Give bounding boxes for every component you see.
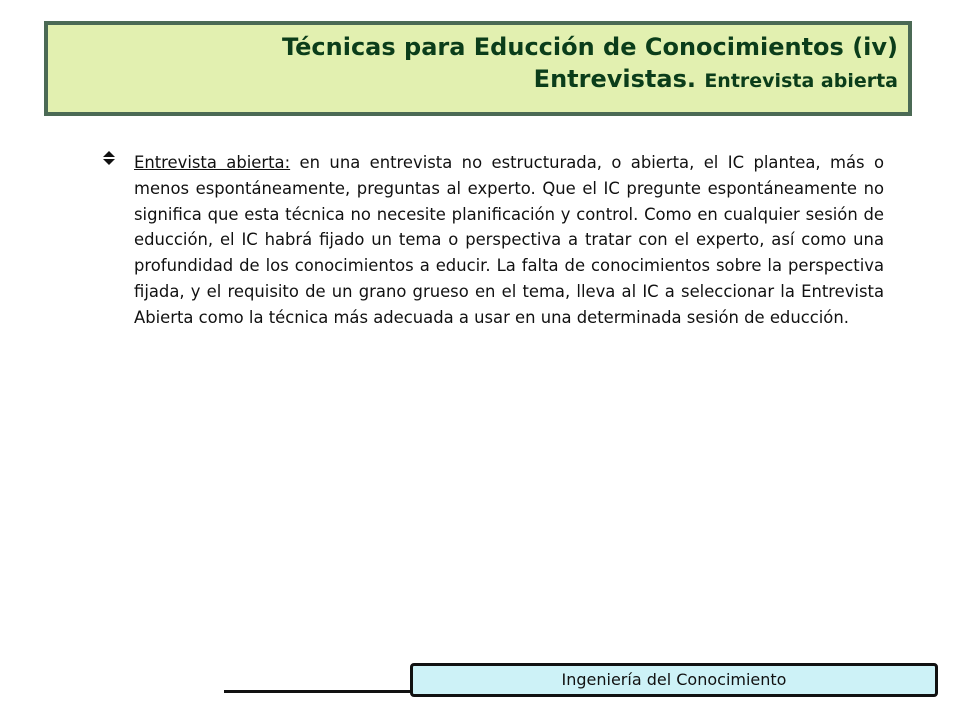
diamond-arrow-bullet-icon [101,150,117,166]
bullet-paragraph [134,150,884,331]
footer-label: Ingeniería del Conocimiento [410,663,938,697]
subtitle-main: Entrevistas. [533,65,696,93]
footer-rule [224,690,414,693]
subtitle-sub: Entrevista abierta [704,70,898,92]
slide-subtitle [48,63,898,97]
title-box [44,21,912,116]
bullet-text: en una entrevista no estructurada, o abierta, el IC plantea, más o menos espontáneamente, preguntas al experto. Que el IC pregunte espontáneamente no significa que esta técnica no necesite planificación y control. Como en cualquier sesión de educción, el IC habrá fijado un tema o perspectiva a tratar con el experto, así como una profundidad de los conocimientos a educir. La falta de conocimientos sobre la perspectiva fijada, y el requisito de un grano grueso en el tema, lleva al IC a seleccionar la Entrevista Abierta como la técnica más adecuada a usar en una determinada sesión de educción. [134,153,884,327]
slide-title: Técnicas para Educción de Conocimientos (iv) [281,33,898,61]
bullet-term: Entrevista abierta: [134,153,291,172]
